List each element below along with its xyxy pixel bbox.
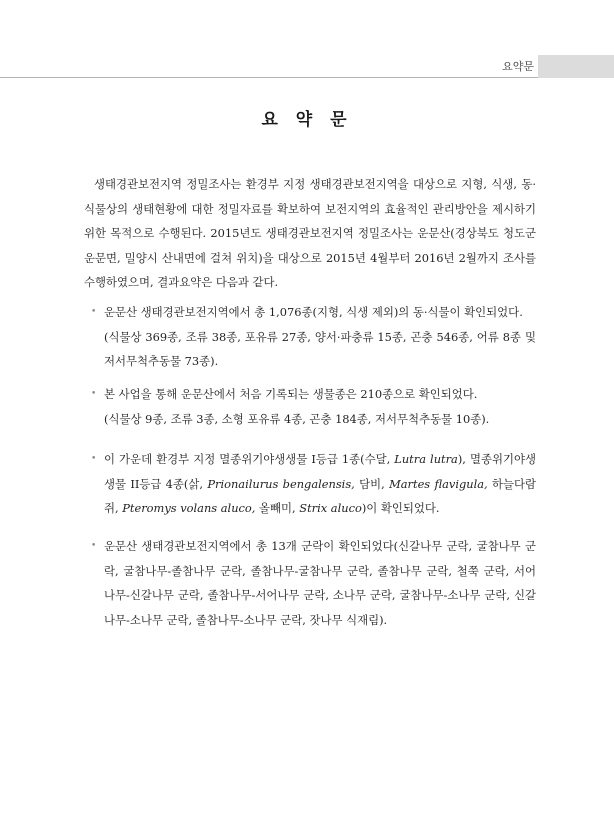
intro-paragraph: 생태경관보전지역 정밀조사는 환경부 지정 생태경관보전지역을 대상으로 지형, 식생, 동·식물상의 생태현황에 대한 정밀자료를 확보하여 보전지역의 효율적인 관리방안을 제시하기 위한 목적으로 수행된다. 2015년도 생태경관보전지역 정밀조사는 운문산(경상북도 청도군 운문면, 밀양시 산내면에 걸쳐 위치)을 대상으로 2015년 4월부터 2016년 2월까지 조사를 수행하였으며, 결과요약은 다음과 같다. (84, 177, 536, 290)
bullet-vegetation-communities (84, 534, 536, 658)
page-title: 요 약 문 (261, 110, 353, 130)
bullet-new-records (84, 382, 536, 437)
scientific-name: Strix aluco (299, 501, 362, 516)
bullet-dot-icon: • (91, 307, 97, 317)
bullet-text: 하늘다람쥐, (104, 476, 536, 516)
bullet-text: 올빼미, (255, 501, 300, 516)
bullet-dot-icon: • (91, 389, 97, 399)
scientific-name: Martes flavigula, (389, 476, 488, 491)
section-label: 요약문 (502, 60, 534, 73)
scientific-name: Pteromys volans aluco, (122, 501, 256, 516)
bullet-text: ), 멸종위기야생생물 II등급 4종(삵, (104, 452, 536, 491)
bullet-species-total (84, 300, 536, 376)
header-tab (538, 55, 614, 78)
scientific-name: Prionailurus bengalensis, (207, 476, 355, 491)
bullet-endangered-species (84, 447, 536, 520)
bullet-text: )이 확인되었다. (361, 501, 440, 516)
summary-bullet-list (84, 300, 536, 658)
bullet-dot-icon: • (91, 454, 97, 464)
bullet-text: 본 사업을 통해 운문산에서 처음 기록되는 생물종은 210종으로 확인되었다. (104, 387, 478, 401)
bullet-text: (식물상 9종, 조류 3종, 소형 포유류 4종, 곤충 184종, 저서무척추동물 10종). (104, 411, 490, 426)
bullet-dot-icon: • (91, 541, 97, 551)
bullet-text: 이 가운데 환경부 지정 멸종위기야생생물 I등급 1종(수달, (104, 452, 395, 466)
bullet-text: 운문산 생태경관보전지역에서 총 1,076종(지형, 식생 제외)의 동·식물이 확인되었다. (104, 305, 523, 319)
bullet-text: 담비, (354, 476, 390, 491)
bullet-text: (식물상 369종, 조류 38종, 포유류 27종, 양서·파충류 15종, 곤충 546종, 어류 8종 및 저서무척추동물 73종). (104, 329, 536, 369)
bullet-text: 운문산 생태경관보전지역에서 총 13개 군락이 확인되었다(신갈나무 군락, 굴참나무 군락, 굴참나무-졸참나무 군락, 졸참나무-굴참나무 군락, 졸참나무 군락, 철쭉 군락, 서어나무-신갈나무 군락, 졸참나무-서어나무 군락, 소나무 군락, 굴참나무-소나무 군락, 신갈나무-소나무 군락, 졸참나무-소나무 군락, 잣나무 식재림). (104, 539, 536, 627)
scientific-name: Lutra lutra (394, 452, 458, 466)
header-rule (0, 77, 614, 78)
